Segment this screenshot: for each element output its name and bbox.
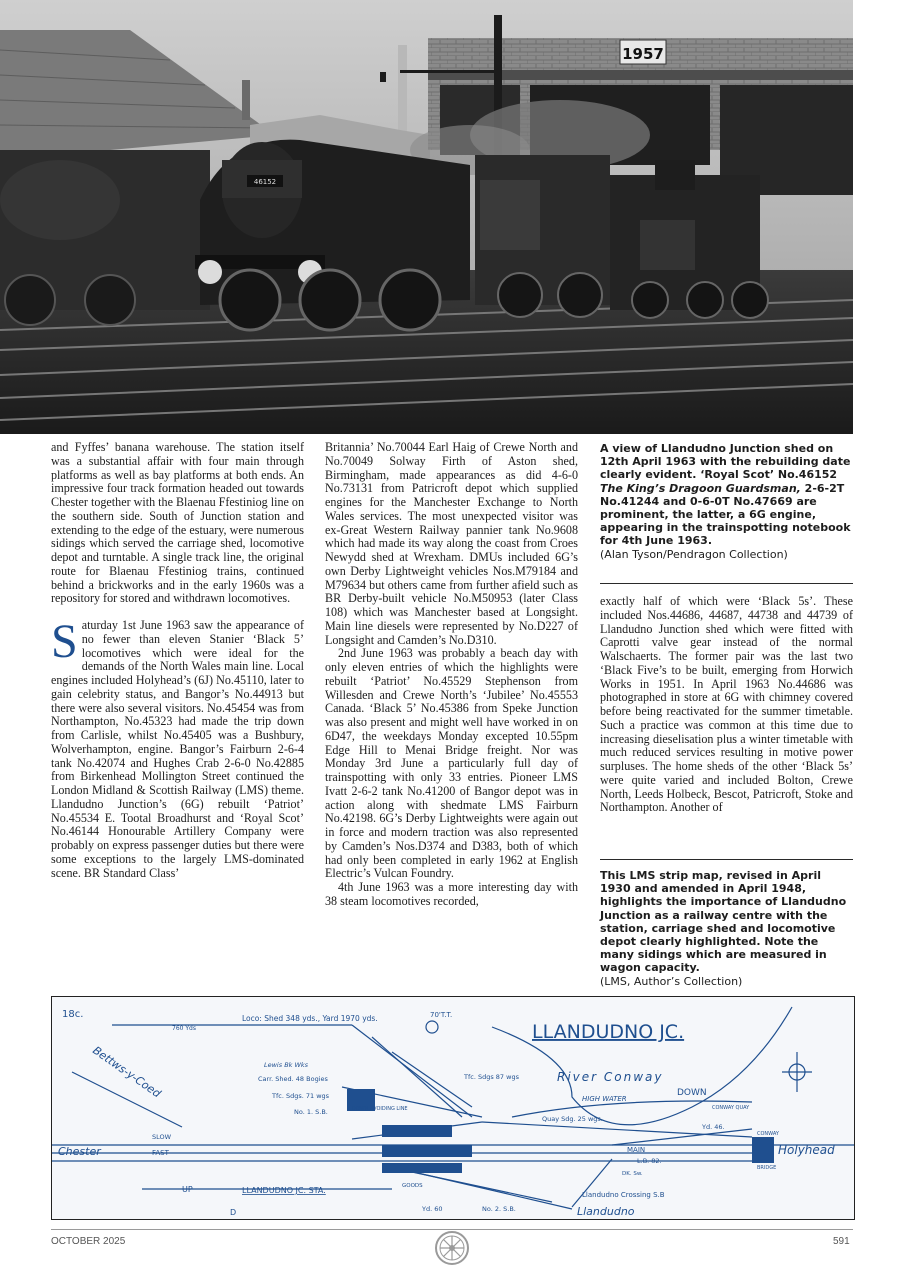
caption-credit: (Alan Tyson/Pendragon Collection) [600, 547, 788, 561]
strip-map [51, 996, 855, 1220]
map-label: Llandudno Crossing S.B [582, 1191, 665, 1199]
caption-text: A view of Llandudno Junction shed on 12th April 1963 with the rebuilding date clearly evident. ‘Royal Scot’ No.46152 [600, 442, 851, 482]
map-label: BRIDGE [757, 1165, 777, 1171]
map-label: Loco: Shed 348 yds., Yard 1970 yds. [242, 1014, 378, 1023]
map-label: Tfc. Sdgs 87 wgs [464, 1073, 519, 1081]
map-label: L.B. 82. [637, 1157, 662, 1165]
loco-number: 46152 [253, 178, 277, 186]
map-label: Yd. 46. [702, 1123, 725, 1131]
station-platform [382, 1145, 472, 1157]
caption-italic: The King’s Dragoon Guardsman, [600, 481, 801, 495]
map-label: D [230, 1208, 237, 1217]
paragraph [51, 615, 304, 880]
map-label: Lewis Bk Wks [264, 1061, 309, 1069]
map-label: Carr. Shed. 48 Bogies [258, 1075, 328, 1083]
map-corner-label: 18c. [62, 1009, 84, 1020]
caption-text: 2-6-2T No.41244 and 0-6-0T No.47669 are prominent, the latter, a 6G engine, appearing in the trainspotting notebook for 4th June 1963. [600, 481, 851, 548]
map-label: UP [182, 1185, 193, 1194]
page-number: 591 [833, 1236, 850, 1247]
paragraph-text: aturday 1st June 1963 saw the appearance of no fewer than eleven Stanier ‘Black 5’ locomotives which were ideal for the demands of the North Wales main line. Local engines included Holyhead’s (6J) No.45110, later to gain celebrity status, and Bangor’s No.44913 but there were also several visitors. No.45454 was from Northampton, No.45323 had made the trip down from Carlisle, whilst No.45405 was a Bushbury, Wolverhampton, engine. Bangor’s Fairburn 2-6-4 tank No.42074 and Hughes Crab 2-6-0 No.42885 from Birkenhead Mollington Street continued the London Midland & Scottish Railway (LMS) theme. Llandudno Junction’s (6G) rebuilt ‘Patriot’ No.45534 E. Tootal Broadhurst and ‘Royal Scot’ No.46144 Honourable Artillery Company were probably on express passenger duties but there were some exceptions to the largely LMS-dominated scene. BR Standard Class’ [51, 618, 304, 880]
map-title: LLANDUDNO JC. [532, 1021, 685, 1043]
caption-credit: (LMS, Author’s Collection) [600, 974, 743, 988]
map-label: DK. Sw. [622, 1171, 643, 1177]
map-label: Llandudno [577, 1205, 635, 1218]
map-label: FAST [152, 1149, 169, 1157]
conway-bridge [752, 1137, 774, 1163]
map-label: HIGH WATER [582, 1095, 627, 1103]
map-label: No. 1. S.B. [294, 1108, 328, 1116]
paragraph: and Fyffes’ banana warehouse. The station itself was a substantial affair with four main through platforms as well as bay platforms at both ends. An impressive four track formation headed out towards Chester together with the Blaenau Ffestiniog line on the southern side. South of Junction station and extending to the edge of the estuary, were numerous sidings which served the carriage shed, locomotive depot and turntable. A single track line, the original route for Blaenau Ffestiniog trains, continued behind a brickworks and in the early 1960s was a repository for stored and withdrawn locomotives. [51, 440, 304, 606]
caption-text: This LMS strip map, revised in April 1930 and amended in April 1948, highlights the importance of Llandudno Junction as a railway centre with the station, carriage shed and locomotive depot clearly highlighted. Note the many sidings which are measured in wagon capacity. [600, 869, 847, 975]
map-label: LLANDUDNO JC. STA. [242, 1186, 326, 1195]
map-label: Chester [58, 1145, 101, 1158]
map-label: CONWAY [757, 1131, 779, 1137]
map-label: Holyhead [778, 1143, 835, 1157]
map-label: Yd. 60 [422, 1205, 443, 1213]
strip-map-drawing [52, 997, 854, 1219]
paragraph: 4th June 1963 was a more interesting day with 38 steam locomotives recorded, [325, 880, 578, 908]
paragraph: 2nd June 1963 was probably a beach day with only eleven entries of which the highlights were rebuilt ‘Patriot’ No.45529 Stephenson from Willesden and Crewe North’s ‘Jubilee’ No.45553 Canada. ‘Black 5’ No.45386 from Speke Junction was also present and might well have worked in on 6D47, the weekdays Monday excepted 10.55pm Edge Hill to Menai Bridge freight. Nor was Monday 3rd June a particularly full day of trainspotting with only 33 entries. Pioneer LMS Ivatt 2-6-2 tank No.41200 of Bangor depot was in action along with shedmate LMS Fairburn No.42198. 6G’s Derby Lightweights were again out in force and modern traction was also represented by Camden’s Nos.D374 and D383, both of which had only been completed in early 1962 at English Electric’s Vulcan Foundry. [325, 646, 578, 881]
map-label: DOWN AVOIDING LINE [352, 1106, 408, 1112]
text-column-2 [325, 441, 578, 909]
map-caption [600, 869, 853, 988]
footer-date: OCTOBER 2025 [51, 1236, 126, 1247]
paragraph: exactly half of which were ‘Black 5s’. These included Nos.44686, 44687, 44738 and 44739 of Llandudno Junction shed which were fitted with Caprotti valve gear instead of the normal Walschaerts. The former pair was the last two ‘Black Five’s to be built, emerging from Horwich Works in 1951. In April 1963 No.44686 was photographed in store at 6G with chimney covered before being reactivated for the summer timetable. Such a practice was common at this time due to increasing dieselisation plus a winter timetable with much reduced services resulting in motive power surpluses. The home sheds of the other ‘Black 5s’ were quite varied and included Bolton, Crewe North, Leeds Holbeck, Bescot, Patricroft, Stoke and Northampton. Another of [600, 594, 853, 815]
shed-photo-illustration [0, 0, 853, 434]
paragraph: Britannia’ No.70044 Earl Haig of Crewe North and No.70049 Solway Firth of Aston shed, Birmingham, made appearances as did 4-6-0 No.73131 from Patricroft depot which supplied engines for the Manchester Exchange to North Wales services. The most unexpected visitor was ex-Great Western Railway pannier tank No.9608 which had made its way along the coast from Croes Newydd shed at Wrexham. DMUs included 6G’s own Derby Lightweight vehicles Nos.M79184 and M79634 but others came from further afield such as BR Derby-built vehicle No.M50953 (later Class 108) which was Manchester based at Longsight. Main line diesels were represented by No.D227 of Longsight and Camden’s No.D310. [325, 440, 578, 647]
hero-photo [0, 0, 853, 434]
map-label: 760 Yds [172, 1025, 196, 1032]
map-label: River Conway [557, 1070, 664, 1084]
dropcap: S [51, 615, 78, 668]
map-label: DOWN [677, 1088, 707, 1098]
chimney-icon [242, 80, 250, 120]
sign-year: 1957 [622, 45, 664, 63]
map-label: Tfc. Sdgs. 71 wgs [272, 1092, 330, 1100]
photo-caption [600, 442, 852, 561]
map-label: Bettws-y-Coed [90, 1043, 164, 1101]
caption-rule [600, 859, 853, 860]
map-label: 70'T.T. [430, 1011, 453, 1019]
caption-rule [600, 583, 853, 584]
station-platform [382, 1163, 462, 1173]
map-label: SLOW [152, 1133, 172, 1141]
map-label: MAIN [627, 1146, 646, 1154]
map-label: GOODS [402, 1183, 423, 1189]
wheel-logo-icon [434, 1230, 470, 1266]
text-column-1 [51, 441, 304, 880]
loco-shed [382, 1125, 452, 1137]
map-label: Quay Sdg. 25 wgs. [542, 1115, 603, 1123]
map-label: No. 2. S.B. [482, 1205, 516, 1213]
text-column-3 [600, 595, 853, 815]
map-label: CONWAY QUAY [712, 1105, 750, 1111]
